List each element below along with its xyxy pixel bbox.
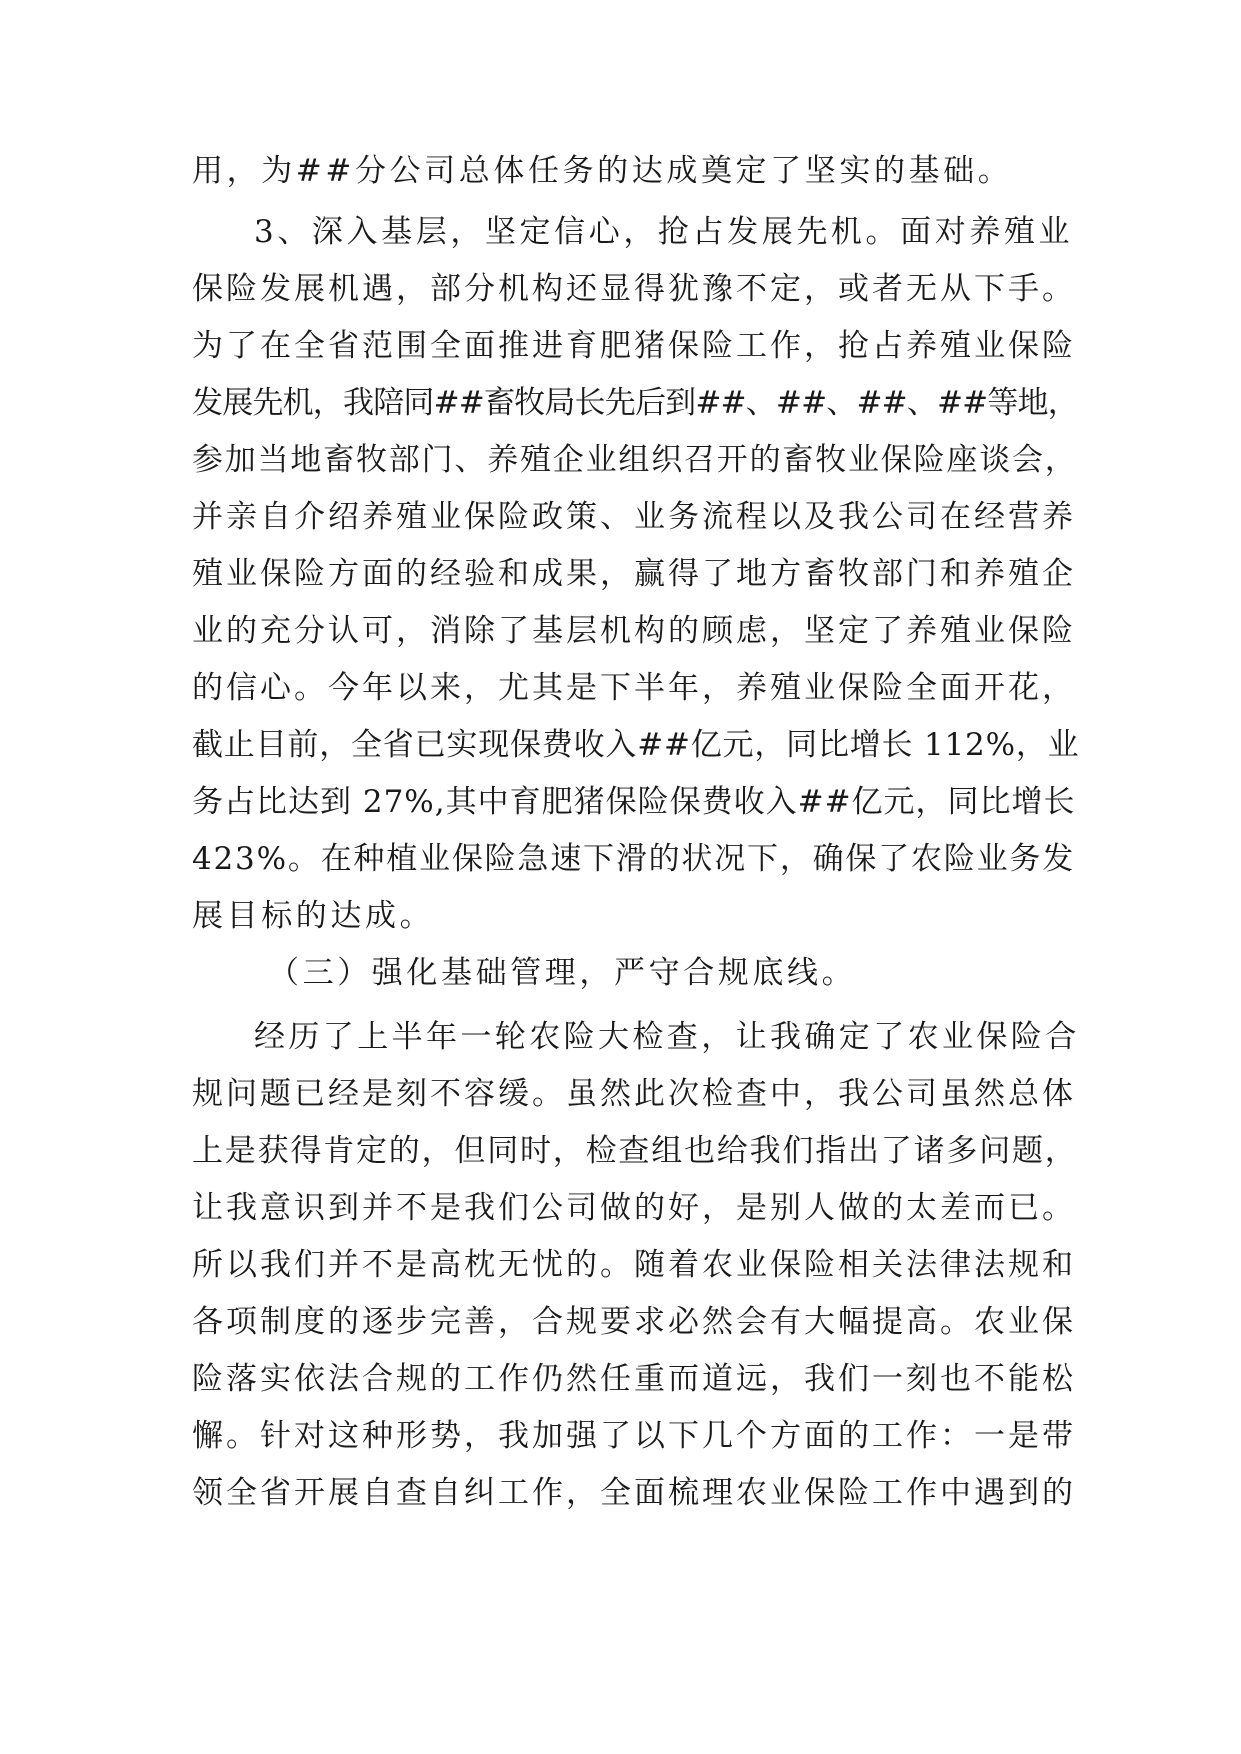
- text-line: 参加当地畜牧部门、养殖企业组织召开的畜牧业保险座谈会，: [192, 442, 1078, 478]
- text-line: 务占比达到 27%,其中育肥猪保险保费收入##亿元，同比增长: [192, 784, 1076, 820]
- text-line: 经历了上半年一轮农险大检查，让我确定了农业保险合: [254, 1019, 1080, 1055]
- text-line: 用，为##分公司总体任务的达成奠定了坚实的基础。: [192, 153, 1013, 189]
- text-line: 险落实依法合规的工作仍然任重而道远，我们一刻也不能松: [192, 1361, 1076, 1397]
- text-line: 让我意识到并不是我们公司做的好，是别人做的太差而已。: [192, 1190, 1076, 1226]
- text-line: 领全省开展自查自纠工作，全面梳理农业保险工作中遇到的: [192, 1475, 1076, 1511]
- text-line: 3、深入基层，坚定信心，抢占发展先机。面对养殖业: [254, 214, 1074, 250]
- text-line: 规问题已经是刻不容缓。虽然此次检查中，我公司虽然总体: [192, 1076, 1076, 1112]
- text-line: 为了在全省范围全面推进育肥猪保险工作，抢占养殖业保险: [192, 328, 1076, 364]
- text-line: 上是获得肯定的，但同时，检查组也给我们指出了诸多问题，: [192, 1133, 1078, 1169]
- text-line: 发展先机，我陪同##畜牧局长先后到##、##、##、##等地，: [192, 385, 1078, 421]
- text-line: 并亲自介绍养殖业保险政策、业务流程以及我公司在经营养: [192, 499, 1076, 535]
- text-line: 业的充分认可，消除了基层机构的顾虑，坚定了养殖业保险: [192, 613, 1076, 649]
- text-line: 展目标的达成。: [192, 898, 435, 934]
- text-line: 保险发展机遇，部分机构还显得犹豫不定，或者无从下手。: [192, 271, 1076, 307]
- text-line: 的信心。今年以来，尤其是下半年，养殖业保险全面开花，: [192, 670, 1076, 706]
- text-line: 423%。在种植业保险急速下滑的状况下，确保了农险业务发: [192, 841, 1076, 877]
- text-line: 懈。针对这种形势，我加强了以下几个方面的工作：一是带: [192, 1418, 1076, 1454]
- text-line: 所以我们并不是高枕无忧的。随着农业保险相关法律法规和: [192, 1247, 1076, 1283]
- text-line: 截止目前，全省已实现保费收入##亿元，同比增长 112%，业: [192, 727, 1080, 763]
- text-line: 殖业保险方面的经验和成果，赢得了地方畜牧部门和养殖企: [192, 556, 1076, 592]
- text-line: 各项制度的逐步完善，合规要求必然会有大幅提高。农业保: [192, 1304, 1076, 1340]
- section-heading: （三）强化基础管理，严守合规底线。: [268, 955, 857, 991]
